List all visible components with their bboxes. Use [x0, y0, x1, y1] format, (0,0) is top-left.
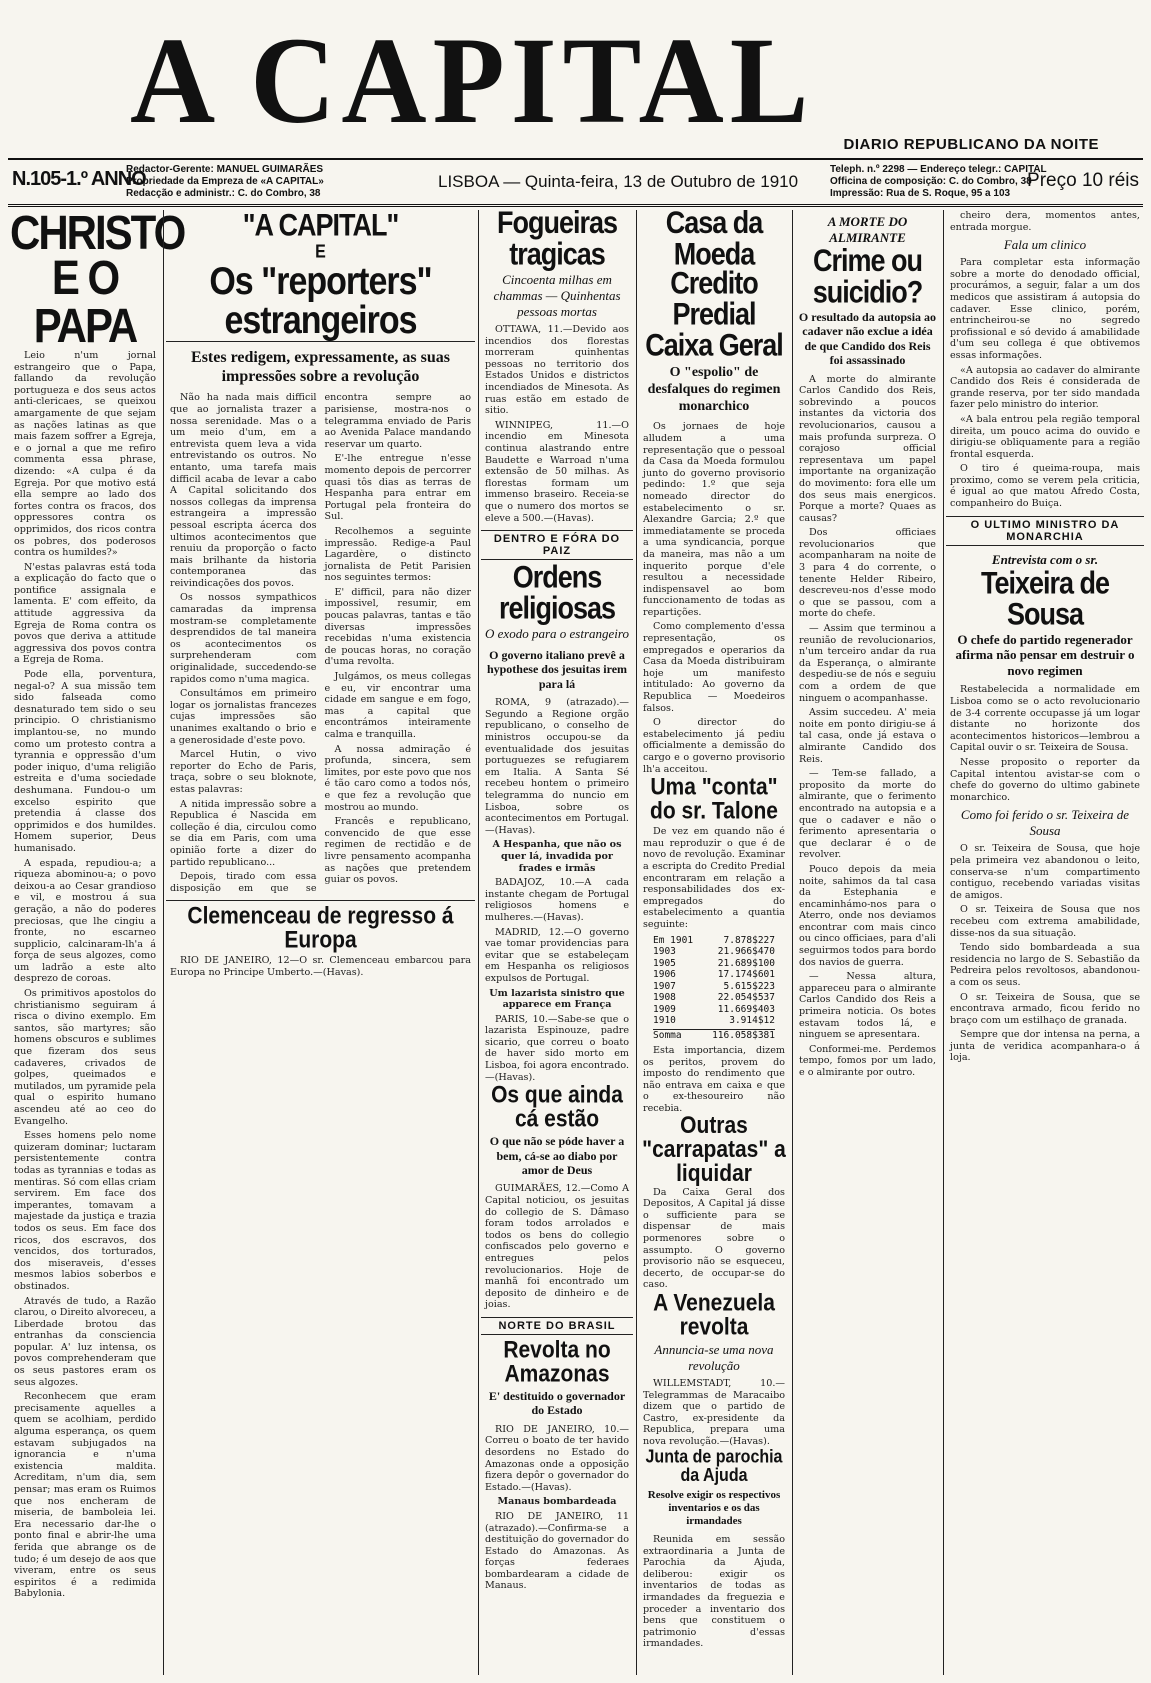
headline-venezuela: A Venezuela revolta: [653, 1289, 775, 1341]
paragraph: Os nossos sympathicos camaradas da imprensa mostram-se completamente desprendidos de tal maneira os acontecimentos os surprehenderam com originalidade, succedendo-se rapidos como n'uma magica.: [170, 592, 317, 685]
paragraph: Nesse proposito o reporter da Capital intentou avistar-se com o chefe do governo do ultimo gabinete monarchico.: [950, 757, 1140, 803]
column-almirante: [795, 210, 940, 1675]
deck-regenerador: O chefe do partido regenerador afirma não pensar em destruir o novo regimen: [955, 631, 1135, 678]
table-row: 1906 17.174$601: [653, 969, 775, 981]
article-body-amazonas: [485, 1424, 629, 1592]
headline-clemenceau: Clemenceau de regresso á Europa: [187, 903, 454, 954]
deck-junta: Resolve exigir os respectivos inventarios e os das irmandades: [647, 1488, 781, 1527]
paragraph: Tendo sido bombardeada a sua residencia no largo de S. Sebastião da Pedreira pelos revoltosos, abandonou-a com os seus.: [950, 942, 1140, 988]
dateline: LISBOA — Quinta-feira, 13 de Outubro de 1910: [438, 172, 799, 191]
table-row: 1909 11.669$403: [653, 1003, 775, 1015]
headline-os-que-ainda: Os que ainda cá estão: [491, 1081, 623, 1133]
table-total: Somma 116.058$381: [653, 1029, 775, 1041]
paragraph: Esses homens pelo nome quizeram dominar; luctaram persistentemente contra todas as tyrannias e todas as mentiras. Só com ellas criam servirem. Em face dos imperantes, tomavam a majestade da justiça e trazia todos os seus. Em face dos ricos, dos escravos, dos vencidos, dos torturados, dos miseraveis, d'esses mesmos labios soberbos e obstinados.: [14, 1130, 156, 1292]
table-row: 1910 3.914$12: [653, 1015, 775, 1027]
paragraph: cheiro dera, momentos antes, entrada morgue.: [950, 210, 1140, 233]
paragraph: Reunida em sessão extraordinaria a Junta de Parochia da Ajuda, deliberou: exigir os inventarios de todas as irmandades da freguezia e proceder a inventario dos bens que constituem o patrimonio d'essas irmandades.: [643, 1534, 785, 1650]
headline-conta-talone: Uma "conta" do sr. Talone: [650, 773, 778, 825]
kicker-conjunction: E: [315, 242, 326, 263]
article-body-ordens: [485, 697, 629, 1083]
paragraph: PARIS, 10.—Sabe-se que o lazarista Espinouze, padre sicario, que correu o boato de haver sido morto em Lisboa, foi agora encontrado.—(Havas).: [485, 1013, 629, 1083]
article-body-continued: [950, 210, 1140, 233]
paragraph: GUIMARÃES, 12.—Como A Capital noticiou, os jesuitas do collegio de S. Dâmaso foram todos arrolados e todos os bens do collegio confiscados pelo governo e entregues pelos revolucionarios. Hoje de manhã foi encontrado um deposito de dinheiro e de joias.: [485, 1183, 629, 1311]
section-label: O ULTIMO MINISTRO DA MONARCHIA: [946, 516, 1144, 546]
article-body-christo: [14, 350, 156, 1600]
headline-carrapatas: Outras "carrapatas" a liquidar: [642, 1111, 786, 1187]
paragraph: ROMA, 9 (atrazado).—Segundo a Regione orgão republicano, o conselho de ministros occupou-se da eventualidade dos jesuitas portuguezes se refugiarem em Italia. A Santa Sé recebeu hontem o primeiro telegramma do nuncio em Lisboa, sobre os acontecimentos em Portugal.—(Havas).: [485, 697, 629, 836]
section-label: NORTE DO BRASIL: [481, 1317, 633, 1335]
article-body-clemenceau: [170, 955, 471, 978]
article-body-talone: [643, 826, 785, 930]
column-divider: [478, 210, 479, 1675]
issue-number: N.105-1.º ANNO: [12, 168, 146, 190]
paragraph: Através de tudo, a Razão clarou, o Direito alvoreceu, a Liberdade brotou das entranhas da consciencia popular. A' luz intensa, os povos comprehenderam que os seus pastores eram os seus algozes.: [14, 1295, 156, 1388]
editors-block: [126, 164, 324, 200]
paragraph: A Hespanha, que não os quer lá, invadida por frades e irmãs: [492, 839, 622, 874]
paragraph: O sr. Teixeira de Sousa, que hoje pela primeira vez abandonou o leito, conserva-se n'um compartimento contiguo, recebendo variadas visitas de amigos.: [950, 843, 1140, 901]
table-row: 1903 21.966$470: [653, 946, 775, 958]
article-body-casa-moeda: [643, 421, 785, 775]
article-body-clinico: [950, 257, 1140, 509]
paragraph: Restabelecida a normalidade em Lisboa como se o acto revolucionario de 3-4 corrente occupasse já um logar distante no horizonte dos acontecimentos historicos—lembrou a Capital ouvir o sr. Teixeira de Sousa.: [950, 684, 1140, 754]
paragraph: Como complemento d'essa representação, os empregados e operarios da Casa da Moeda distribuiram hoje um manifesto intitulado: Ao governo da Republica — Moedeiros falsos.: [643, 621, 785, 714]
subhead-exodo: O exodo para o estrangeiro: [485, 626, 629, 642]
paragraph: O tiro é queima-roupa, mais proximo, como se verem pela criticia, é igual ao que matou Afredo Costa, companheiro do Buiça.: [950, 463, 1140, 510]
headline-crime-suicidio: Crime ou suicidio?: [812, 243, 923, 310]
divider: [166, 900, 475, 901]
headline-caixa-geral: Caixa Geral: [645, 327, 783, 363]
newspaper-subtitle: DIARIO REPUBLICANO DA NOITE: [843, 136, 1099, 153]
info-bar: [8, 158, 1143, 207]
paragraph: Leio n'um jornal estrangeiro que o Papa, fallando da revolução portugueza e dos seus actos anti-clericaes, se queixou amargamente de que sejam as nações latinas as que mais fazem soffrer a Egreja, e o jornal a que me refiro commenta essa phrase, dizendo: «A culpa é da Egreja. Por que motivo está ella sempre ao lado dos fortes contra os fracos, dos oppressores contra os opprimidos, dos ricos contra os pobres, dos poderosos contra os humildes?»: [14, 350, 156, 559]
article-body-carrapatas: [643, 1187, 785, 1291]
column-christo: [10, 205, 185, 1675]
paragraph: Não ha nada mais difficil que ao jornalista trazer a nossa serenidade. Mas o a um meio d'um, em a entrevista quem leva a vida entrevistando os outros. No entanto, uma tarefa mais difficil acaba de levar a cabo A Capital solicitando dos nossos collegas da imprensa estrangeira a impressão pessoal escripta ácerca dos ultimos acontecimentos que renuiu da proporção o facto mais brilhante da historia contemporanea das reivindicações dos povos.: [170, 392, 317, 589]
masthead: [0, 0, 1151, 205]
column-divider: [163, 210, 164, 1675]
headline-amazonas: Revolta no Amazonas: [503, 1336, 611, 1388]
column-teixeira: [946, 210, 1144, 1675]
paragraph: O sr. Teixeira de Sousa, que se encontrava armado, ficou ferido no braço com um estilhaço de granada.: [950, 991, 1140, 1026]
paragraph: E' difficil, para não dizer impossivel, resumir, em poucas palavras, tantas e tão diversas impressões recebidas n'uma existencia de poucas horas, no coração d'uma revolta.: [324, 586, 471, 668]
paragraph: A nitida impressão sobre a Republica é Nascida em colleção é dia, circulou como se dia em Paris, com uma opinião forte a dizer do partido republicano...: [170, 798, 317, 868]
headline-teixeira: Teixeira de Sousa: [980, 565, 1110, 631]
subhead-ferido: Como foi ferido o sr. Teixeira de Sousa: [960, 807, 1130, 839]
paragraph: E'-lhe entregue n'esse momento depois de percorrer quasi tôs dias as terras de Hespanha para entrar em Portugal pela fronteira do Sul.: [324, 453, 471, 523]
deck-amazonas: E' destituido o governador do Estado: [488, 1388, 626, 1418]
newspaper-title: A CAPITAL: [130, 11, 815, 150]
paragraph: — Nessa altura, appareceu para o almirante Carlos Candido dos Reis a primeira noticia. Os botes estavam todos lá, e ninguem se apresentara.: [799, 971, 936, 1041]
contacts-block: [830, 164, 1047, 200]
paragraph: — Assim que terminou a reunião de revolucionarios, n'um terceiro andar da rua da Esperança, o almirante despediu-se de nós e seguiu com a ordem de que ninguem o acompanhasse.: [799, 623, 936, 704]
editor-line: Redacção e administr.: C. do Combro, 38: [126, 188, 321, 199]
paragraph: Esta importancia, dizem os peritos, provem do imposto do rendimento que não entrava em caixa e que o ex-thesoureiro não recebia.: [643, 1045, 785, 1115]
table-row: 1905 21.689$100: [653, 957, 775, 969]
headline-fogueiras: Fogueiras tragicas: [496, 205, 618, 272]
article-body-almirante: [799, 374, 936, 1079]
deck-espolio: O "espolio" de desfalques do regimen monarchico: [647, 365, 781, 414]
headline-reporters: Os "reporters" estrangeiros: [209, 259, 432, 343]
article-body-teixeira: [950, 684, 1140, 803]
section-label: DENTRO E FÓRA DO PAIZ: [481, 530, 633, 560]
paragraph: Da Caixa Geral dos Depositos, A Capital já disse o sufficiente para se dispensar de mais pormenores sobre o assumpto. O governo provisorio não se esqueceu, decerto, de occupar-se do caso.: [643, 1186, 785, 1291]
paragraph: WINNIPEG, 11.—O incendio em Minesota continua alastrando entre Baudette e Warroad n'uma extensão de 50 milhas. As florestas formam um immenso braseiro. Receia-se que o numero dos mortos se eleve a 500.—(Havas).: [485, 419, 629, 524]
paragraph: Os jornaes de hoje alludem a uma representação que o pessoal da Casa da Moeda formulou junto do governo provisorio pedindo: 1.º que seja nomeado director do estabelecimento o sr. Alexandre Garcia; 2.º que immediatamente se proceda a uma syndicancia, porque da maneira, mas não a um inquerito porque d'ele resultou a necessidade indispensavel ao bom funccionamento de todas as repartições.: [643, 421, 785, 618]
paragraph: Pode ella, porventura, negal-o? A sua missão tem sido falseada como desnaturado tem sido o seu principio. O christianismo implantou-se, no mundo como um protesto contra a tyrannia e oppressão d'um poder iniquo, d'uma religião estreita e d'uma sociedade deshumana. Fundou-o um excelso espirito que pretendia á classe dos opprimidos e dos humildes. Homem superior, Deus humanisado.: [14, 669, 156, 854]
paragraph: Julgámos, os meus collegas e eu, vir encontrar uma cidade em sangue e em fogo, mas a capital que encontrámos inteiramente calma e tranquilla.: [324, 671, 471, 740]
paragraph: RIO DE JANEIRO, 11 (atrazado).—Confirma-se a destituição do governador do Estado do Amazonas. As forças federaes bombardearam a cidade de Manaus.: [485, 1510, 629, 1592]
table-row: 1907 5.615$223: [653, 980, 775, 992]
paragraph: Para completar esta informação sobre a morte do denodado official, procurámos, a seguir, falar a um dos medicos que assistiram á autopsia do cadaver. Esse clinico, porém, entrincheirou-se no segredo profissional e só devido á amabilidade d'um seu collega é que obtivemos essas informações.: [950, 257, 1140, 361]
paragraph: MADRID, 12.—O governo vae tomar providencias para evitar que se estabeleçam em Hespanha os religiosos expulsos de Portugal.: [485, 926, 629, 984]
paragraph: RIO DE JANEIRO, 10.—Correu o boato de ter havido desordens no Estado do Amazonas onde a opposição fizera depôr o governador do Estado.—(Havas).: [485, 1423, 629, 1493]
headline-credito-predial: Credito Predial: [670, 265, 758, 332]
kicker-a-capital: "A CAPITAL": [242, 207, 399, 243]
article-body-venezuela: [643, 1378, 785, 1448]
subhead-entrevista: Entrevista com o sr.: [991, 551, 1099, 567]
column-fogueiras: [481, 205, 633, 1675]
article-body-junta: [643, 1534, 785, 1650]
paragraph: Depois, tirado com essa disposição em que se encontra sempre ao parisiense, mostra-nos o telegramma enviado de Paris ao Avenida Palace mandando reservar um quarto.: [170, 392, 471, 894]
paragraph: Consultámos em primeiro logar os jornalistas francezes cujas impressões são unanimes exaltando o brio e a generosidade d'este povo.: [170, 688, 317, 746]
headline-papa: E O PAPA: [33, 250, 137, 353]
amounts-table: [653, 935, 775, 1042]
column-divider: [792, 210, 793, 1675]
deck-jesuitas: O governo italiano prevê a hypothese dos jesuitas irem para lá: [486, 648, 628, 691]
headline-ordens: Ordens religiosas: [498, 559, 616, 626]
paragraph: Manaus bombardeada: [497, 1496, 617, 1508]
editor-line: Propriedade da Empreza de «A CAPITAL»: [126, 176, 324, 187]
paragraph: A espada, repudiou-a; a riqueza abominou-a; o povo deixou-a ao Cesar grandioso e vil, e mostrou á sua geração, a não do poderes preciosas, que lhe cingiu a fronte, no escarneo supplicio, calcinaram-lh'a á força de seus algozes, como um ladrão a este alto desprezo de coroas.: [14, 857, 156, 985]
table-row: Em 1901 7.878$227: [653, 934, 775, 946]
paragraph: Sempre que dor intensa na perna, a junta de veridica acompanhara-o á loja.: [950, 1029, 1140, 1064]
deck-diabo: O que não se póde haver a bem, cá-se ao diabo por amor de Deus: [489, 1134, 625, 1178]
headline-junta-ajuda: Junta de parochia da Ajuda: [645, 1446, 783, 1485]
paragraph: «A bala entrou pela região temporal direita, um pouco acima do ouvido e dirigiu-se obliquamente para a região frontal esquerda.: [950, 413, 1140, 460]
paragraph: Pouco depois da meia noite, sahimos da tal casa da Estephania e encaminhámo-nos para o Aterro, onde nos deviamos encontrar com mais cinco ou cinco officiaes, para d'ali seguirmos todos para bordo dos navios de guerra.: [799, 863, 936, 968]
paragraph: «A autopsia ao cadaver do almirante Candido dos Reis é considerada de grande reserva, por ter sido mandada fazer pelo ministro do interior.: [950, 364, 1140, 411]
contact-line: Impressão: Rua de S. Roque, 95 a 103: [830, 188, 1011, 199]
article-body-fogueiras: [485, 324, 629, 524]
paragraph: O sr. Teixeira de Sousa que nos recebeu com extrema amabilidade, disse-nos da sua situação.: [950, 904, 1140, 939]
price: Preço 10 réis: [1027, 170, 1139, 191]
paragraph: Reconhecem que eram precisamente aquelles a quem se acolhiam, perdido alguma esperança, os quem estavam subjugados na ignorancia e n'uma existencia maldita. Acreditam, n'um dia, sem pensar; mas eram os Ruimos que nos encheram de miseria, de bamboleia lei. Era necessario dar-lhe o ponto final e abrir-lhe uma ferida que abrange os de tudo; é um desejo de aos que viveram, entre os seus espiritos é a redimida Babylonia.: [14, 1391, 156, 1600]
paragraph: Marcel Hutin, o vivo reporter do Echo de Paris, traça, sobre o seu bloknote, estas palavras:: [170, 749, 317, 795]
headline-casa-moeda: Casa da Moeda: [665, 205, 763, 272]
column-divider: [636, 210, 637, 1675]
column-divider: [943, 210, 944, 1675]
paragraph: N'estas palavras está toda a explicação do facto que o pontifice assignala e lamenta. E' com effeito, da attitude aggressiva da Egreja de Roma contra os povos que deriva a attitude aggressiva dos povos contra a Egreja de Roma.: [14, 561, 156, 666]
deck-autopsia: O resultado da autopsia ao cadaver não exclue a idéa de que Candido dos Reis foi assassinado: [798, 310, 937, 368]
paragraph: Assim succedeu. A' meia noite em ponto dirigiu-se á tal casa, onde já estava o almirante Candido dos Reis.: [799, 707, 936, 765]
editor-line: Redactor-Gerente: MANUEL GUIMARÃES: [126, 164, 324, 175]
paragraph: BADAJOZ, 10.—A cada instante chegam de Portugal religiosos homens e mulheres.—(Havas).: [485, 877, 629, 923]
paragraph: A nossa admiração é profunda, sincera, sem limites, por este povo que nos é tão caro como a todos nós, e que fez a revolução que mostrou ao mundo.: [324, 743, 471, 813]
subhead-clinico: Fala um clinico: [1003, 237, 1087, 253]
subhead-venezuela: Annuncia-se uma nova revolução: [654, 1341, 774, 1373]
subhead-fogueiras: Cincoenta milhas em chammas — Quinhentas pessoas mortas: [493, 272, 621, 319]
paragraph: Dos officiaes revolucionarios que acompanharam na noite de 3 para 4 do corrente, o tenente Helder Ribeiro, descreveu-nos d'esse modo o que se passou, com a morte do chefe.: [799, 527, 936, 620]
paragraph: Francês e republicano, convencido de que esse regimen de rectidão e de livre pensamento acompanha as nações que pretendem guiar os povos.: [324, 816, 471, 886]
column-reporters: [166, 207, 475, 1675]
kicker-almirante: A MORTE DO ALMIRANTE: [827, 214, 908, 245]
article-body-reporters: [170, 392, 471, 894]
paragraph: Recolhemos a seguinte impressão. Redige-a Paul Lagardère, o distincto jornalista de Petit Parisien nos seguintes termos:: [324, 525, 471, 584]
paragraph: OTTAWA, 11.—Devido aos incendios dos florestas morreram quinhentas pessoas no territorio dos Estados Unidos e districtos incendiados de Minesota. As ruas estão em estado de sitio.: [485, 324, 629, 417]
column-casa-moeda: [639, 205, 789, 1675]
paragraph: Conformei-me. Perdemos tempo, fomos por um lado, e o almirante por outro.: [799, 1043, 936, 1078]
paragraph: A morte do almirante Carlos Candido dos Reis, sobrevindo a poucos instantes da victoria dos revolucionarios, causou a mais profunda surpreza. O corajoso official representava um papel importante na organização do movimento: fora elle um dos seus mais energicos. Porque a morte? Quaes as causas?: [799, 373, 936, 524]
paragraph: Um lazarista sinistro que apparece em França: [489, 987, 625, 1011]
paragraph: — Tem-se fallado, a proposito da morte do almirante, que o ferimento encontrado na autopsia e a que o cadaver e não o ferimento apresentaria o que declarar é o de revolver.: [799, 768, 936, 861]
contact-line: Teleph. n.º 2298 — Endereço telegr.: CAPITAL: [830, 164, 1047, 175]
table-row: 1908 22.054$537: [653, 992, 775, 1004]
paragraph: De vez em quando não é mau reproduzir o que é de novo de revolução. Examinar a escripta do Credito Predial encontraram em relação a responsabilidades dos ex-empregados do estabelecimento a quantia seguinte:: [643, 826, 785, 930]
article-body-guimaraes: [485, 1183, 629, 1311]
article-body-importancia: [643, 1045, 785, 1115]
deck-reporters: Estes redigem, expressamente, as suas impressões sobre a revolução: [191, 349, 450, 386]
article-body-ferido: [950, 843, 1140, 1064]
paragraph: O director do estabelecimento já pediu officialmente a demissão do cargo e o governo provisorio lh'a acceitou.: [643, 717, 785, 775]
contact-line: Officina de composição: C. do Combro, 38: [830, 176, 1032, 187]
paragraph: WILLEMSTADT, 10.—Telegrammas de Maracaibo dizem que o partido de Castro, ex-presidente da Republica, prepara uma nova revolução.—(Havas).: [643, 1377, 785, 1447]
headline-christo: CHRISTO: [10, 205, 185, 260]
paragraph: RIO DE JANEIRO, 12—O sr. Clemenceau embarcou para Europa no Principe Umberto.—(Havas).: [170, 955, 471, 978]
paragraph: Os primitivos apostolos do christianismo seguiram á risca o divino exemplo. Em santos, são martyres; são homens obscuros e sublimes que fizeram dos seus cadaveres, crivados de golpes, queimados e mutilados, um pyramide pela qual o espirito humano ascendeu até ao ceo do Evangelho.: [14, 988, 156, 1127]
